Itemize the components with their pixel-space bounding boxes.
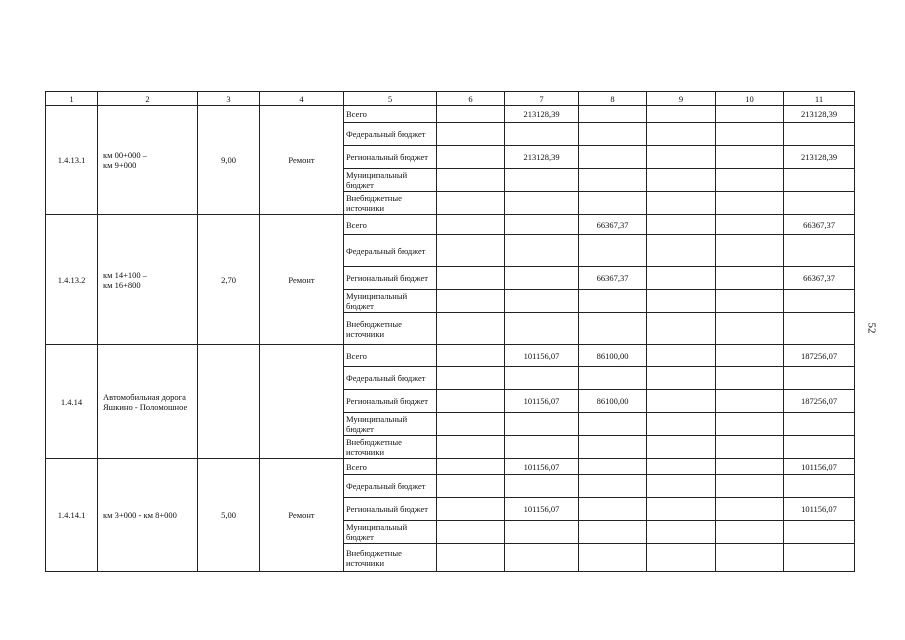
funding-source: Внебюджетные источники [344,436,437,459]
value-cell [579,521,647,544]
value-cell [437,146,505,169]
value-cell [647,106,716,123]
table-row [46,345,855,367]
item-code: 1.4.13.1 [46,106,98,215]
value-cell [784,169,855,192]
value-cell [647,267,716,290]
value-cell [784,290,855,313]
value-cell [647,390,716,413]
funding-source: Федеральный бюджет [344,475,437,498]
value-cell [505,123,579,146]
header-row [46,92,855,106]
value-cell [647,235,716,267]
value-cell [437,544,505,572]
value-cell [579,106,647,123]
value-cell [505,235,579,267]
value-cell [579,290,647,313]
value-cell [716,345,784,367]
budget-table [45,91,855,572]
funding-source: Муниципальный бюджет [344,413,437,436]
value-cell [505,436,579,459]
work-type: Ремонт [260,459,344,572]
work-type: Ремонт [260,215,344,345]
value-cell [647,544,716,572]
value-cell [647,459,716,475]
value-cell: 213128,39 [505,146,579,169]
funding-source: Всего [344,106,437,123]
value-cell [716,267,784,290]
table-row [46,106,855,123]
value-cell [784,367,855,390]
item-name: км 14+100 – км 16+800 [98,215,198,345]
value-cell [784,313,855,345]
table-row [46,459,855,475]
value-cell [716,215,784,235]
col-header: 4 [260,92,344,106]
value-cell [647,345,716,367]
value-cell [716,544,784,572]
funding-source: Внебюджетные источники [344,544,437,572]
funding-source: Региональный бюджет [344,390,437,413]
value-cell [716,413,784,436]
funding-source: Федеральный бюджет [344,123,437,146]
work-type [260,345,344,459]
value-cell [647,521,716,544]
value-cell [505,367,579,390]
funding-source: Региональный бюджет [344,146,437,169]
col-header: 6 [437,92,505,106]
value-cell [716,235,784,267]
value-cell [437,459,505,475]
value-cell: 213128,39 [784,146,855,169]
value-cell [716,123,784,146]
col-header: 1 [46,92,98,106]
value-cell: 101156,07 [505,345,579,367]
value-cell: 101156,07 [505,498,579,521]
value-cell [716,498,784,521]
value-cell [579,123,647,146]
value-cell [784,192,855,215]
value-cell [579,436,647,459]
value-cell [505,192,579,215]
item-code: 1.4.14 [46,345,98,459]
value-cell [437,436,505,459]
value-cell [579,413,647,436]
value-cell [505,290,579,313]
value-cell [647,413,716,436]
value-cell [505,267,579,290]
value-cell: 213128,39 [784,106,855,123]
value-cell [579,459,647,475]
value-cell [784,413,855,436]
value-cell: 66367,37 [784,267,855,290]
value-cell [716,521,784,544]
value-cell: 101156,07 [784,459,855,475]
value-cell: 187256,07 [784,390,855,413]
value-cell [579,313,647,345]
value-cell [647,215,716,235]
value-cell [437,169,505,192]
col-header: 9 [647,92,716,106]
funding-source: Федеральный бюджет [344,235,437,267]
value-cell: 66367,37 [579,267,647,290]
value-cell [505,521,579,544]
value-cell [437,123,505,146]
value-cell [437,345,505,367]
value-cell [716,390,784,413]
col-header: 8 [579,92,647,106]
value-cell [437,267,505,290]
value-cell: 66367,37 [579,215,647,235]
value-cell [784,475,855,498]
funding-source: Всего [344,459,437,475]
value-cell [647,436,716,459]
value-cell: 101156,07 [505,459,579,475]
item-length: 5,00 [198,459,260,572]
value-cell [437,521,505,544]
value-cell [784,123,855,146]
funding-source: Всего [344,345,437,367]
value-cell [784,521,855,544]
value-cell [716,192,784,215]
value-cell [505,313,579,345]
col-header: 10 [716,92,784,106]
value-cell [716,146,784,169]
value-cell [437,390,505,413]
value-cell [647,498,716,521]
value-cell: 101156,07 [784,498,855,521]
col-header: 2 [98,92,198,106]
value-cell [716,106,784,123]
col-header: 11 [784,92,855,106]
value-cell [437,475,505,498]
item-code: 1.4.14.1 [46,459,98,572]
value-cell [505,413,579,436]
value-cell [579,544,647,572]
value-cell [579,192,647,215]
col-header: 5 [344,92,437,106]
item-name: км 3+000 - км 8+000 [98,459,198,572]
value-cell [716,459,784,475]
item-name: Автомобильная дорога Яшкино - Поломошное [98,345,198,459]
funding-source: Внебюджетные источники [344,192,437,215]
value-cell: 86100,00 [579,345,647,367]
funding-source: Региональный бюджет [344,267,437,290]
value-cell [647,192,716,215]
value-cell [784,235,855,267]
item-length: 9,00 [198,106,260,215]
value-cell [437,367,505,390]
col-header: 7 [505,92,579,106]
value-cell [647,475,716,498]
value-cell [716,313,784,345]
value-cell: 187256,07 [784,345,855,367]
value-cell [505,169,579,192]
funding-source: Муниципальный бюджет [344,169,437,192]
value-cell: 66367,37 [784,215,855,235]
value-cell [505,215,579,235]
value-cell [579,475,647,498]
item-name: км 00+000 – км 9+000 [98,106,198,215]
item-code: 1.4.13.2 [46,215,98,345]
value-cell [437,192,505,215]
funding-source: Муниципальный бюджет [344,290,437,313]
funding-source: Федеральный бюджет [344,367,437,390]
value-cell [579,169,647,192]
work-type: Ремонт [260,106,344,215]
value-cell [784,436,855,459]
value-cell [437,235,505,267]
value-cell [716,367,784,390]
value-cell [647,290,716,313]
value-cell [647,367,716,390]
value-cell [437,215,505,235]
value-cell [505,475,579,498]
value-cell [579,498,647,521]
value-cell [579,367,647,390]
value-cell: 213128,39 [505,106,579,123]
col-header: 3 [198,92,260,106]
item-length [198,345,260,459]
value-cell [437,313,505,345]
value-cell [647,123,716,146]
funding-source: Внебюджетные источники [344,313,437,345]
funding-source: Муниципальный бюджет [344,521,437,544]
funding-source: Всего [344,215,437,235]
value-cell [437,106,505,123]
value-cell [647,169,716,192]
value-cell [716,290,784,313]
value-cell [437,290,505,313]
value-cell [579,146,647,169]
item-length: 2,70 [198,215,260,345]
value-cell [716,169,784,192]
value-cell [579,235,647,267]
value-cell [437,413,505,436]
table-row [46,215,855,235]
value-cell [505,544,579,572]
value-cell: 86100,00 [579,390,647,413]
value-cell [647,313,716,345]
page-number: 52 [865,322,878,334]
value-cell: 101156,07 [505,390,579,413]
value-cell [437,498,505,521]
value-cell [716,475,784,498]
value-cell [716,436,784,459]
funding-source: Региональный бюджет [344,498,437,521]
value-cell [647,146,716,169]
value-cell [784,544,855,572]
